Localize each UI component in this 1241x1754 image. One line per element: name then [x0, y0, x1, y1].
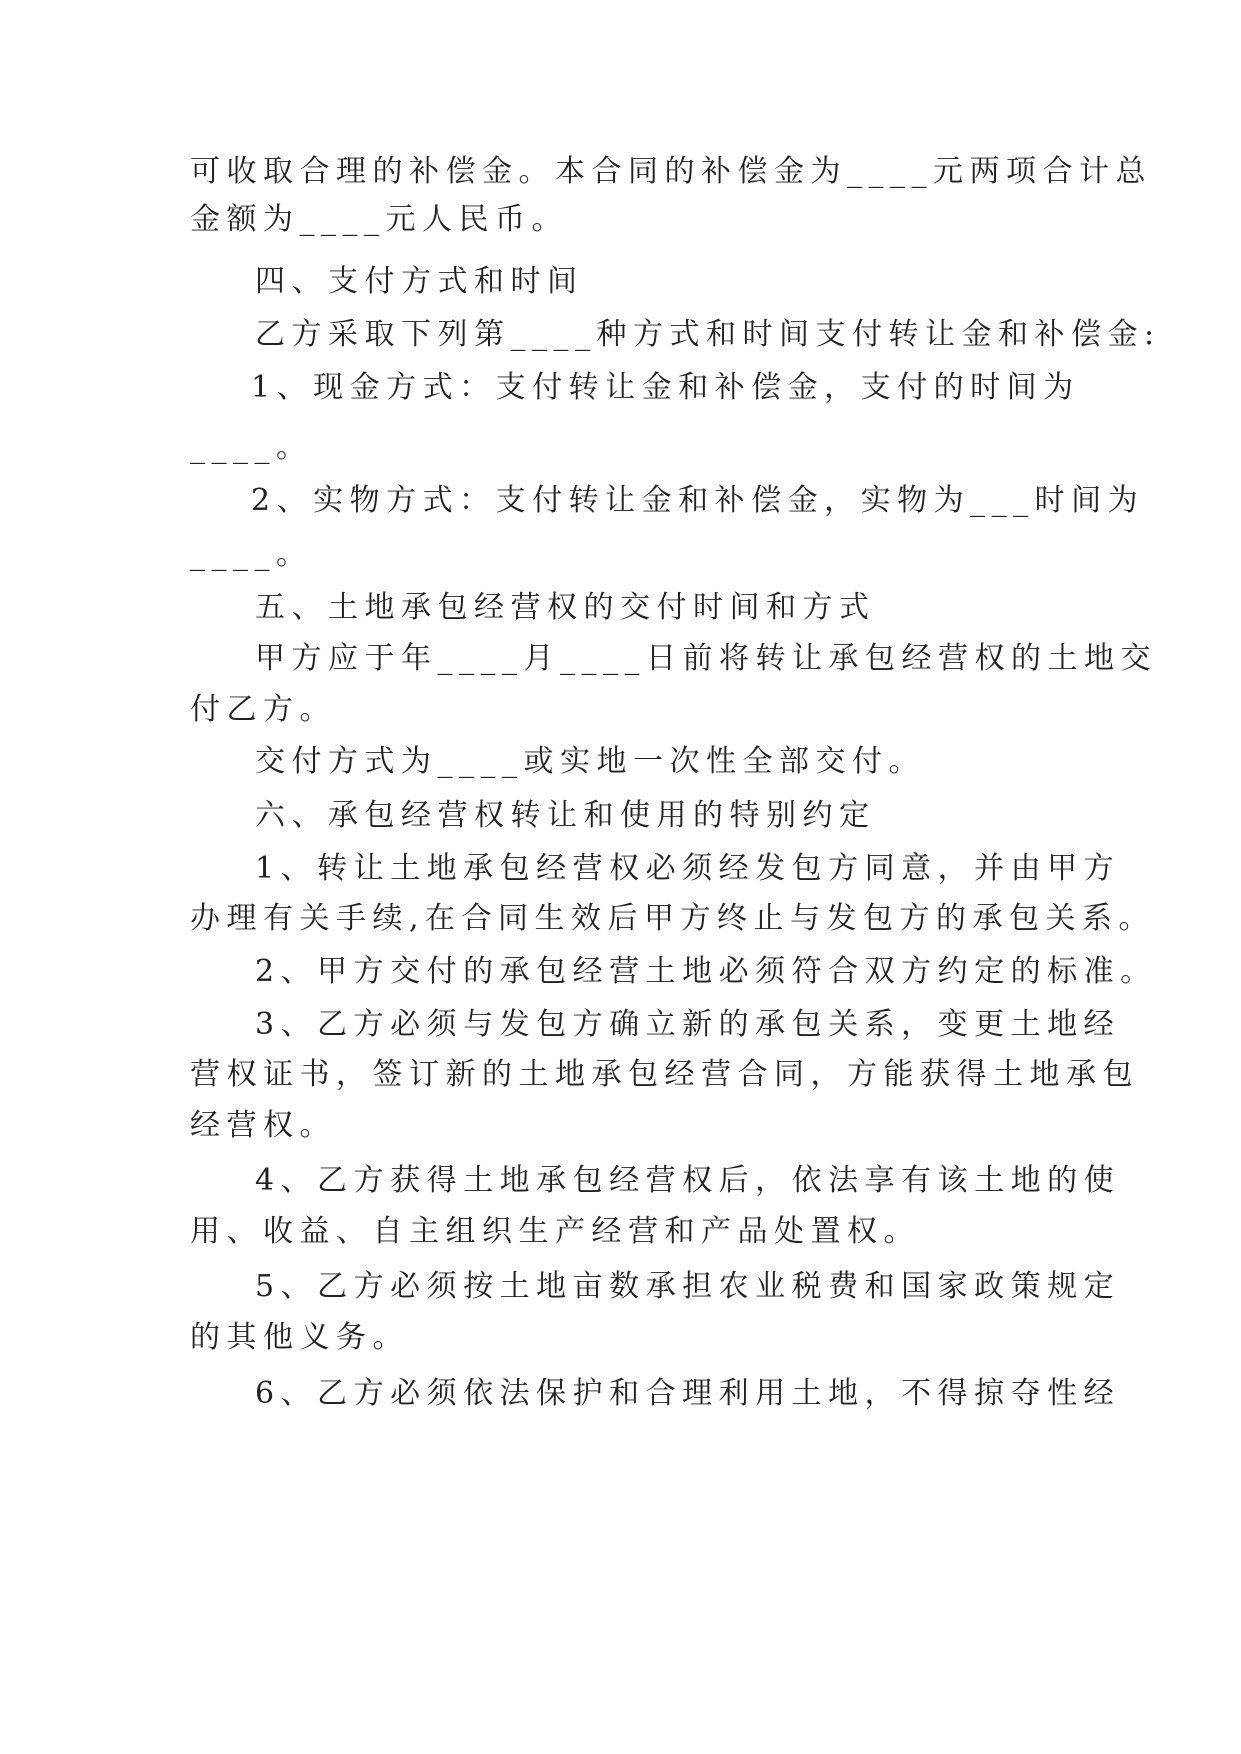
text-line: 6、乙方必须依法保护和合理利用土地，不得掠夺性经 — [255, 1376, 1121, 1411]
text-line: 2、甲方交付的承包经营土地必须符合双方约定的标准。 — [255, 954, 1157, 989]
text-line: 用、收益、自主组织生产经营和产品处置权。 — [190, 1214, 920, 1249]
text-line: 2、实物方式：支付转让金和补偿金，实物为___时间为 — [251, 483, 1145, 518]
text-line: ____。 — [190, 537, 313, 572]
text-line: 5、乙方必须按土地亩数承担农业税费和国家政策规定 — [255, 1269, 1121, 1304]
section-heading: 四、支付方式和时间 — [255, 264, 584, 299]
section-heading: 五、土地承包经营权的交付时间和方式 — [255, 590, 876, 625]
text-line: 的其他义务。 — [190, 1320, 409, 1355]
text-line: 3、乙方必须与发包方确立新的承包关系，变更土地经 — [255, 1007, 1121, 1042]
text-line: 1、转让土地承包经营权必须经发包方同意，并由甲方 — [255, 851, 1121, 886]
text-line: 1、现金方式：支付转让金和补偿金，支付的时间为 — [251, 370, 1080, 405]
text-line: ____。 — [190, 430, 313, 465]
text-line: 可收取合理的补偿金。本合同的补偿金为____元两项合计总 — [190, 154, 1152, 189]
text-line: 交付方式为____或实地一次性全部交付。 — [255, 744, 925, 779]
text-line: 营权证书，签订新的土地承包经营合同，方能获得土地承包 — [190, 1057, 1139, 1092]
text-line: 乙方采取下列第____种方式和时间支付转让金和补偿金: — [255, 317, 1161, 352]
section-heading: 六、承包经营权转让和使用的特别约定 — [255, 798, 876, 833]
text-line: 4、乙方获得土地承包经营权后，依法享有该土地的使 — [255, 1163, 1121, 1198]
text-line: 办理有关手续,在合同生效后甲方终止与发包方的承包关系。 — [190, 901, 1156, 936]
text-line: 付乙方。 — [190, 692, 336, 727]
text-line: 甲方应于年____月____日前将转让承包经营权的土地交 — [255, 641, 1157, 676]
text-line: 经营权。 — [190, 1108, 336, 1143]
text-line: 金额为____元人民币。 — [190, 202, 568, 237]
